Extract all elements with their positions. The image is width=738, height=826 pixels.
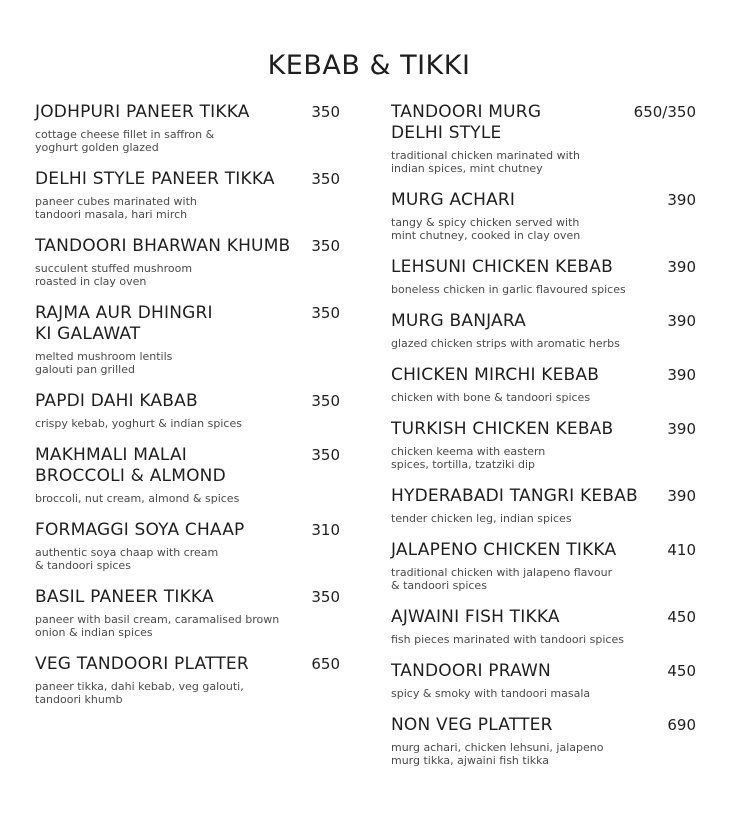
item-description: succulent stuffed mushroom roasted in clay oven bbox=[35, 262, 193, 288]
menu-item bbox=[35, 654, 340, 706]
item-price: 310 bbox=[311, 521, 340, 539]
item-price: 450 bbox=[667, 662, 696, 680]
menu-item bbox=[391, 607, 696, 646]
menu-item bbox=[391, 190, 696, 242]
menu-item bbox=[391, 102, 696, 175]
item-name: HYDERABADI TANGRI KEBAB bbox=[391, 486, 638, 506]
menu-item bbox=[391, 486, 696, 525]
item-name: RAJMA AUR DHINGRI KI GALAWAT bbox=[35, 303, 213, 344]
item-price: 650/350 bbox=[633, 103, 696, 121]
item-price: 390 bbox=[667, 420, 696, 438]
item-price: 350 bbox=[311, 237, 340, 255]
item-description: authentic soya chaap with cream & tandoori spices bbox=[35, 546, 219, 572]
item-price: 350 bbox=[311, 304, 340, 322]
item-description: traditional chicken marinated with indian spices, mint chutney bbox=[391, 149, 580, 175]
item-price: 390 bbox=[667, 258, 696, 276]
item-name: TANDOORI MURG DELHI STYLE bbox=[391, 102, 542, 143]
item-name: CHICKEN MIRCHI KEBAB bbox=[391, 365, 600, 385]
item-name: JODHPURI PANEER TIKKA bbox=[35, 102, 250, 122]
item-price: 350 bbox=[311, 588, 340, 606]
menu-item bbox=[35, 587, 340, 639]
item-description: tangy & spicy chicken served with mint chutney, cooked in clay oven bbox=[391, 216, 581, 242]
item-price: 390 bbox=[667, 312, 696, 330]
item-description: fish pieces marinated with tandoori spices bbox=[391, 633, 624, 646]
menu-item bbox=[35, 236, 340, 288]
item-name: DELHI STYLE PANEER TIKKA bbox=[35, 169, 275, 189]
menu-item bbox=[35, 445, 340, 505]
item-description: glazed chicken strips with aromatic herbs bbox=[391, 337, 620, 350]
item-description: chicken with bone & tandoori spices bbox=[391, 391, 591, 404]
item-price: 350 bbox=[311, 103, 340, 121]
item-name: BASIL PANEER TIKKA bbox=[35, 587, 214, 607]
item-price: 390 bbox=[667, 191, 696, 209]
item-price: 350 bbox=[311, 392, 340, 410]
item-price: 390 bbox=[667, 487, 696, 505]
menu-item bbox=[391, 715, 696, 767]
item-name: TANDOORI BHARWAN KHUMB bbox=[35, 236, 291, 256]
menu-column-right bbox=[391, 102, 696, 782]
item-price: 690 bbox=[667, 716, 696, 734]
menu-item bbox=[391, 311, 696, 350]
item-description: paneer with basil cream, caramalised brown onion & indian spices bbox=[35, 613, 280, 639]
item-description: boneless chicken in garlic flavoured spices bbox=[391, 283, 626, 296]
item-name: MURG BANJARA bbox=[391, 311, 527, 331]
menu-item bbox=[391, 419, 696, 471]
item-price: 390 bbox=[667, 366, 696, 384]
page-title: KEBAB & TIKKI bbox=[267, 50, 471, 81]
item-description: melted mushroom lentils galouti pan grilled bbox=[35, 350, 173, 376]
item-price: 350 bbox=[311, 170, 340, 188]
menu-item bbox=[391, 661, 696, 700]
item-description: murg achari, chicken lehsuni, jalapeno murg tikka, ajwaini fish tikka bbox=[391, 741, 604, 767]
item-description: spicy & smoky with tandoori masala bbox=[391, 687, 591, 700]
item-name: TANDOORI PRAWN bbox=[391, 661, 551, 681]
item-description: traditional chicken with jalapeno flavour & tandoori spices bbox=[391, 566, 613, 592]
item-name: JALAPENO CHICKEN TIKKA bbox=[391, 540, 617, 560]
menu-item bbox=[35, 303, 340, 376]
menu-item bbox=[35, 169, 340, 221]
item-description: tender chicken leg, indian spices bbox=[391, 512, 572, 525]
item-name: TURKISH CHICKEN KEBAB bbox=[391, 419, 614, 439]
item-description: paneer tikka, dahi kebab, veg galouti, tandoori khumb bbox=[35, 680, 244, 706]
item-name: PAPDI DAHI KABAB bbox=[35, 391, 198, 411]
menu-item bbox=[35, 102, 340, 154]
item-name: MAKHMALI MALAI BROCCOLI & ALMOND bbox=[35, 445, 226, 486]
menu-item bbox=[35, 520, 340, 572]
item-name: VEG TANDOORI PLATTER bbox=[35, 654, 249, 674]
item-description: crispy kebab, yoghurt & indian spices bbox=[35, 417, 242, 430]
item-name: MURG ACHARI bbox=[391, 190, 516, 210]
item-price: 350 bbox=[311, 446, 340, 464]
item-price: 450 bbox=[667, 608, 696, 626]
item-name: FORMAGGI SOYA CHAAP bbox=[35, 520, 245, 540]
item-description: chicken keema with eastern spices, tortilla, tzatziki dip bbox=[391, 445, 546, 471]
item-description: paneer cubes marinated with tandoori masala, hari mirch bbox=[35, 195, 197, 221]
menu-column-left bbox=[35, 102, 340, 721]
item-name: LEHSUNI CHICKEN KEBAB bbox=[391, 257, 613, 277]
item-name: AJWAINI FISH TIKKA bbox=[391, 607, 560, 627]
item-description: cottage cheese fillet in saffron & yoghurt golden glazed bbox=[35, 128, 215, 154]
item-description: broccoli, nut cream, almond & spices bbox=[35, 492, 240, 505]
item-name: NON VEG PLATTER bbox=[391, 715, 553, 735]
menu-item bbox=[391, 540, 696, 592]
item-price: 410 bbox=[667, 541, 696, 559]
item-price: 650 bbox=[311, 655, 340, 673]
menu-item bbox=[391, 365, 696, 404]
menu-item bbox=[391, 257, 696, 296]
menu-item bbox=[35, 391, 340, 430]
